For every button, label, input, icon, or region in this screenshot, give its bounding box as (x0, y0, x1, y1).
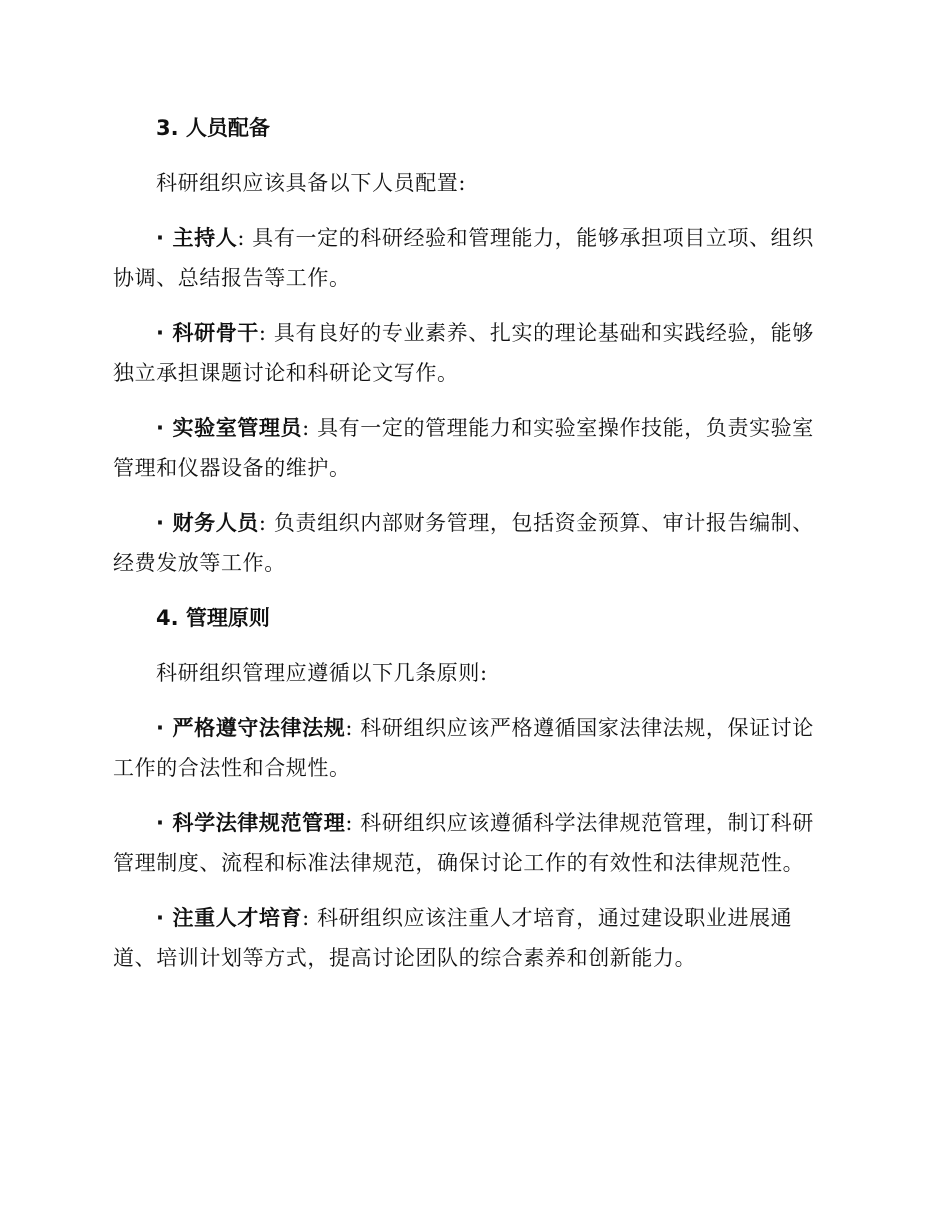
item-text: 具有一定的管理能力和实验室操作技能，负责实验室管理和仪器设备的维护。 (113, 416, 814, 480)
section-intro: 科研组织应该具备以下人员配置: (156, 171, 467, 195)
list-item-finance-staff (113, 503, 825, 583)
document-body (113, 108, 825, 978)
bullet-marker: · (156, 416, 173, 440)
list-item-host (113, 218, 825, 298)
bullet-marker: · (156, 716, 173, 740)
item-separator: : (258, 321, 267, 345)
list-item-research-backbone (113, 313, 825, 393)
list-item-lab-manager (113, 408, 825, 488)
item-separator: : (258, 511, 267, 535)
item-term: 主持人 (172, 226, 238, 250)
bullet-marker: · (156, 906, 173, 930)
section-intro: 科研组织管理应遵循以下几条原则: (156, 661, 488, 685)
item-separator: : (302, 906, 310, 930)
list-item-scientific-management (113, 803, 825, 883)
item-text: 科研组织应该注重人才培育，通过建设职业进展通道、培训计划等方式，提高讨论团队的综合素养和创新能力。 (113, 906, 793, 970)
item-text: 科研组织应该遵循科学法律规范管理，制订科研管理制度、流程和标准法律规范，确保讨论工作的有效性和法律规范性。 (113, 811, 814, 875)
bullet-marker: · (156, 811, 173, 835)
item-term: 严格遵守法律法规 (172, 716, 346, 740)
list-item-talent-development (113, 898, 825, 978)
item-term: 财务人员 (172, 511, 259, 535)
item-term: 注重人才培育 (172, 906, 303, 930)
item-term: 实验室管理员 (172, 416, 303, 440)
item-separator: : (237, 226, 245, 250)
item-text: 科研组织应该严格遵循国家法律法规，保证讨论工作的合法性和合规性。 (113, 716, 814, 780)
item-separator: : (302, 416, 310, 440)
bullet-marker: · (156, 321, 173, 345)
item-term: 科研骨干 (172, 321, 259, 345)
section-heading: 4. 管理原则 (156, 606, 270, 630)
item-separator: : (345, 716, 353, 740)
section-staffing (113, 108, 825, 583)
bullet-marker: · (156, 226, 173, 250)
item-text: 负责组织内部财务管理，包括资金预算、审计报告编制、经费发放等工作。 (113, 511, 814, 575)
bullet-marker: · (156, 511, 173, 535)
item-text: 具有一定的科研经验和管理能力，能够承担项目立项、组织协调、总结报告等工作。 (113, 226, 814, 290)
section-management-principles (113, 598, 825, 978)
section-heading: 3. 人员配备 (156, 116, 270, 140)
item-text: 具有良好的专业素养、扎实的理论基础和实践经验，能够独立承担课题讨论和科研论文写作。 (113, 321, 814, 385)
item-term: 科学法律规范管理 (172, 811, 346, 835)
list-item-law-compliance (113, 708, 825, 788)
item-separator: : (345, 811, 353, 835)
